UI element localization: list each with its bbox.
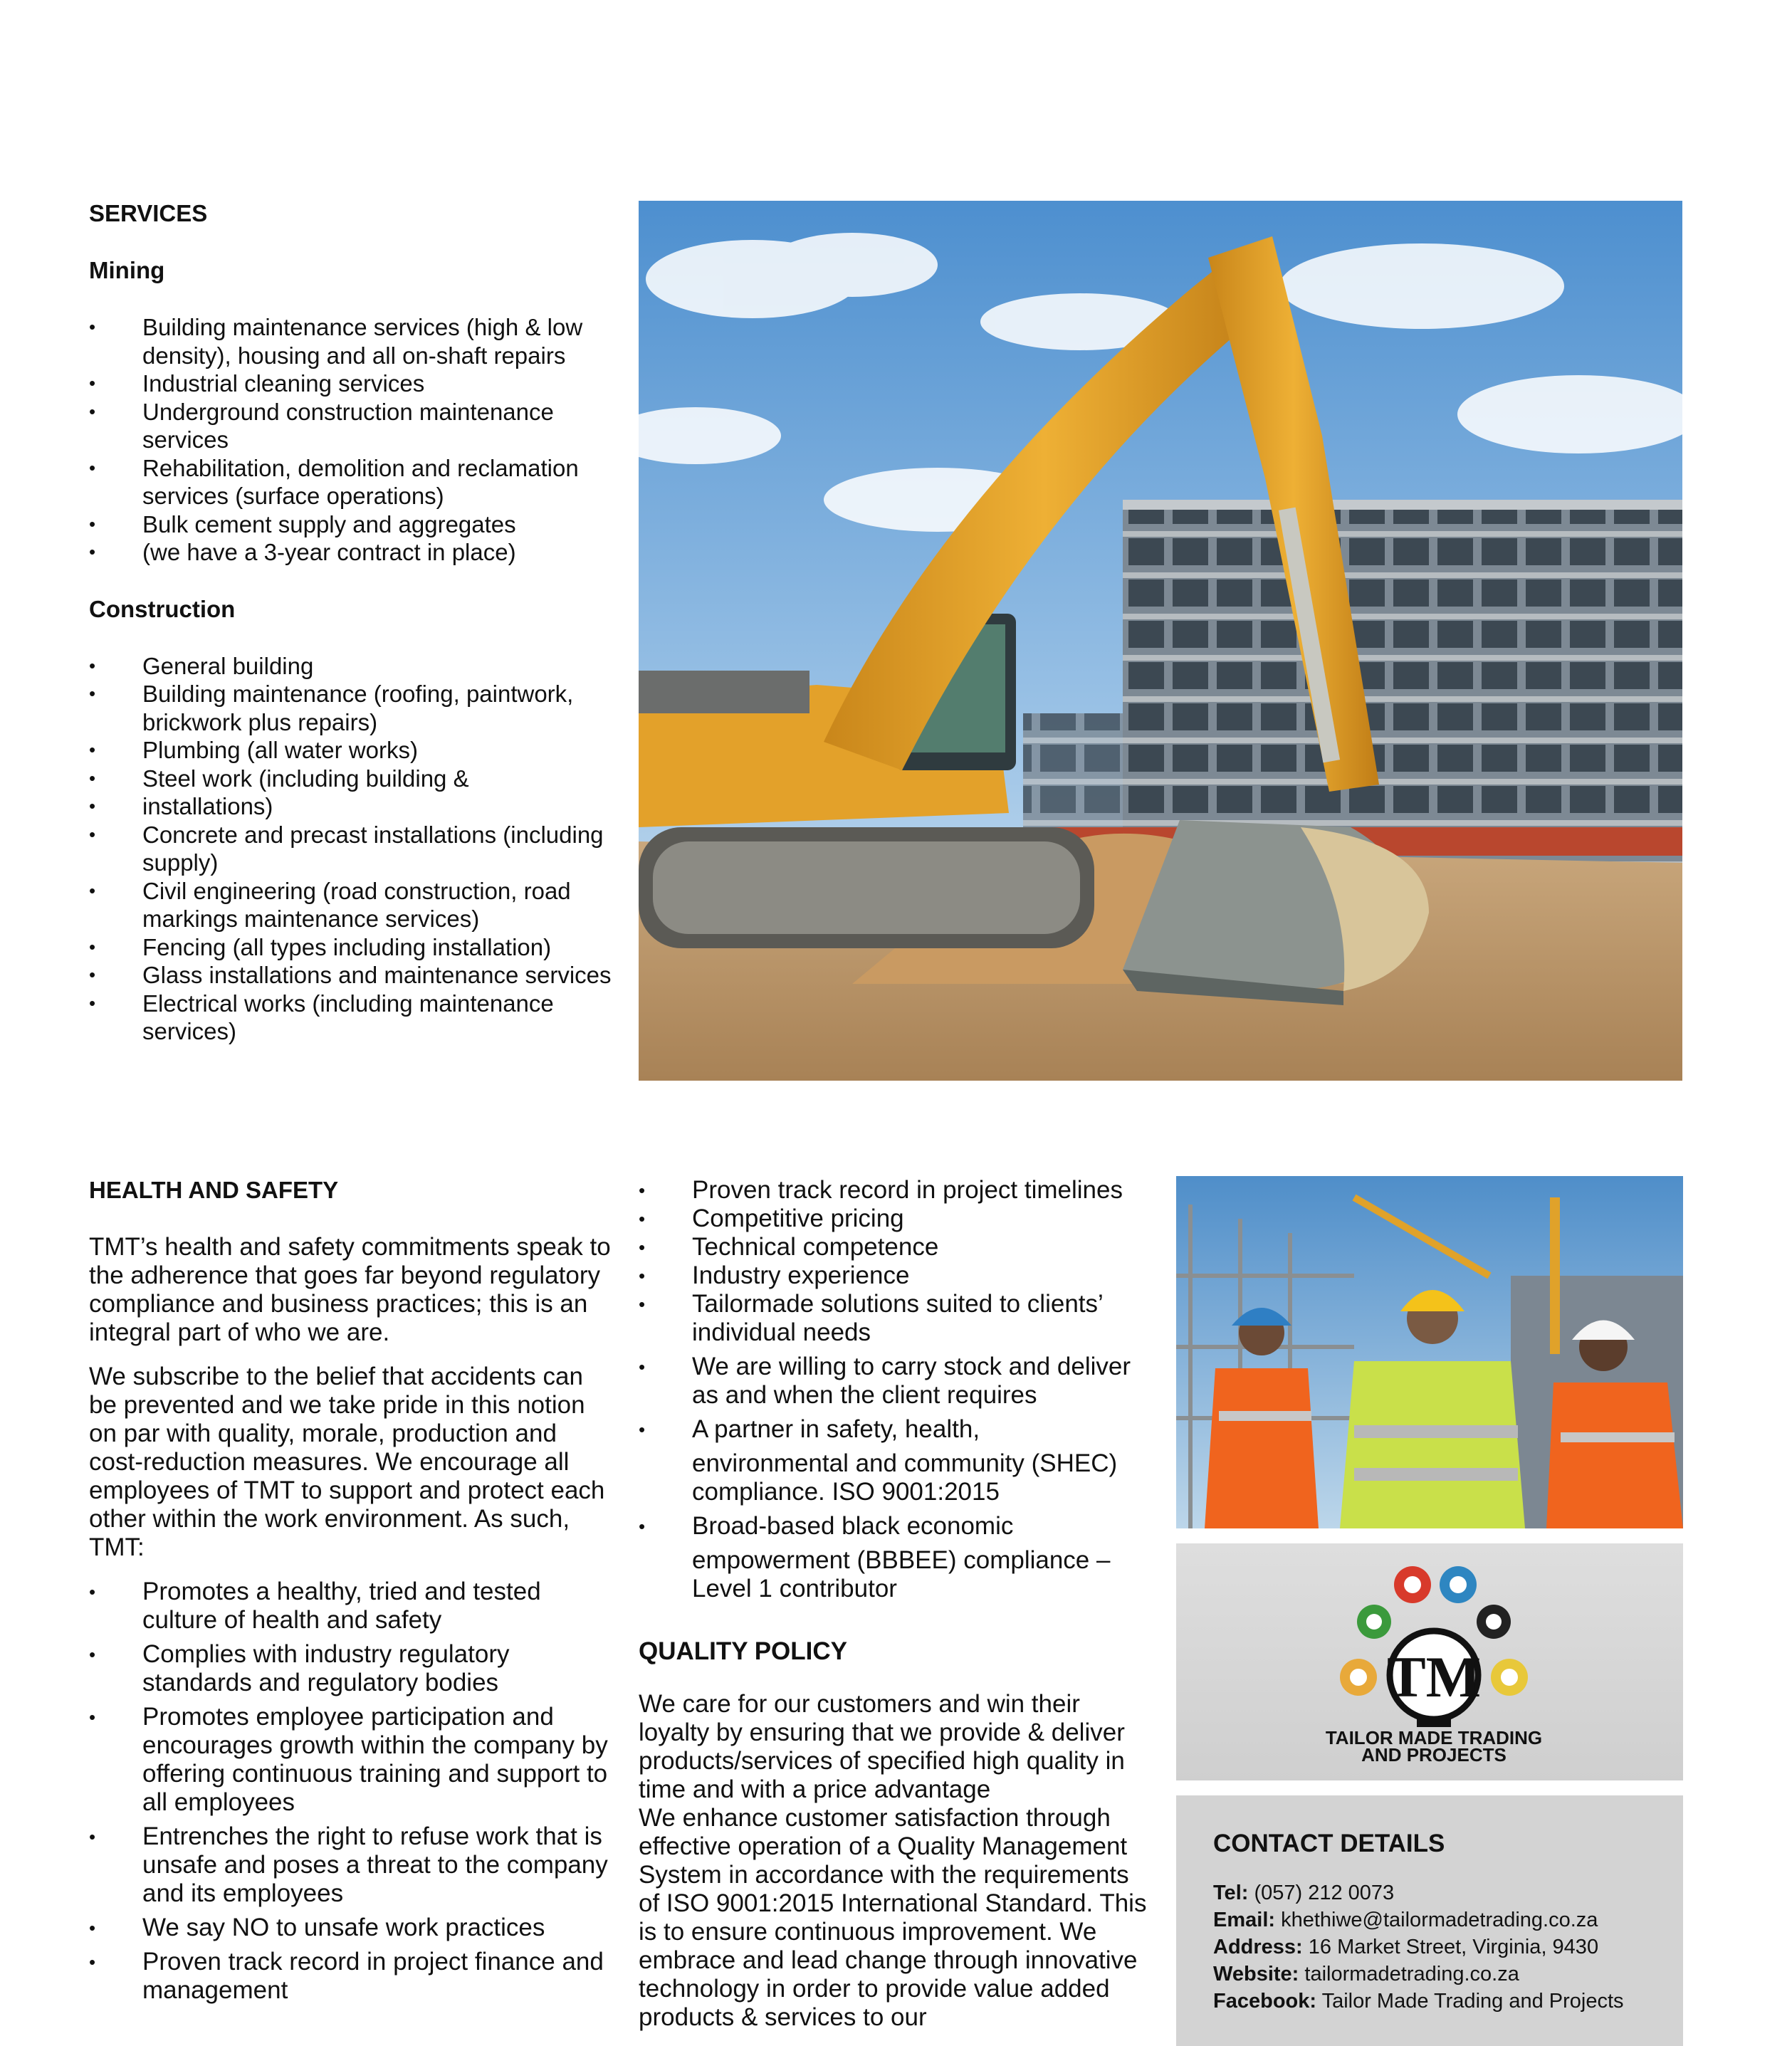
- contact-address-row: [1213, 1934, 1624, 1961]
- list-item: • Entrenches the right to refuse work that is unsafe and poses a threat to the company and its employees: [89, 1822, 616, 1908]
- bbbee-first-line: Broad-based black economic: [692, 1512, 1014, 1540]
- tel-value[interactable]: (057) 212 0073: [1254, 1882, 1395, 1904]
- workers-photo: [1176, 1176, 1683, 1528]
- list-item: • Proven track record in project finance and management: [89, 1948, 616, 2005]
- company-logo-panel: [1176, 1543, 1683, 1780]
- contact-email-row: [1213, 1906, 1624, 1934]
- construction-list: [89, 652, 616, 1046]
- list-item: • Industry experience: [639, 1261, 1151, 1290]
- list-item: • We say NO to unsafe work practices: [89, 1914, 616, 1942]
- quality-paragraph-1: We care for our customers and win their loyalty by ensuring that we provide & deliver products/services of specified high quality in time and with a price advantage: [639, 1690, 1125, 1803]
- contact-website-row: [1213, 1961, 1624, 1988]
- health-paragraph-2: We subscribe to the belief that accidents can be prevented and we take pride in this notion on par with quality, morale, production and cost-reduction measures. We encourage all employees of TMT to support and protect each other within the work environment. As such, TMT:: [89, 1363, 605, 1561]
- list-item: • General building: [89, 652, 616, 681]
- list-item: • Complies with industry regulatory standards and regulatory bodies: [89, 1640, 616, 1697]
- health-paragraph-1: TMT’s health and safety commitments speak to the adherence that goes far beyond regulatory compliance and business practices; this is an integral part of who we are.: [89, 1233, 611, 1346]
- bbbee-rest: empowerment (BBBEE) compliance – Level 1 contributor: [692, 1546, 1111, 1602]
- construction-heading: Construction: [89, 595, 236, 622]
- list-item: • Promotes a healthy, tried and tested culture of health and safety: [89, 1578, 616, 1635]
- facebook-link[interactable]: Tailor Made Trading and Projects: [1321, 1990, 1624, 2013]
- website-label: Website:: [1213, 1963, 1299, 1985]
- list-item-shec: [639, 1415, 1151, 1506]
- list-item: • Rehabilitation, demolition and reclamation services (surface operations): [89, 454, 616, 510]
- list-item: • Plumbing (all water works): [89, 736, 616, 765]
- email-label: Email:: [1213, 1909, 1276, 1931]
- list-item: • installations): [89, 792, 616, 821]
- shec-rest: environmental and community (SHEC) compliance. ISO 9001:2015: [692, 1449, 1118, 1506]
- mining-list: [89, 313, 616, 567]
- tel-label: Tel:: [1213, 1882, 1249, 1904]
- address-value: 16 Market Street, Virginia, 9430: [1308, 1936, 1599, 1958]
- list-item: • (we have a 3-year contract in place): [89, 538, 616, 567]
- list-item: • Glass installations and maintenance services: [89, 961, 616, 990]
- address-label: Address:: [1213, 1936, 1303, 1958]
- website-link[interactable]: tailormadetrading.co.za: [1304, 1963, 1519, 1985]
- email-link[interactable]: khethiwe@tailormadetrading.co.za: [1281, 1909, 1598, 1931]
- list-item: • Industrial cleaning services: [89, 369, 616, 398]
- services-title: SERVICES: [89, 200, 208, 226]
- logo-name-line2: AND PROJECTS: [1361, 1744, 1507, 1766]
- list-item: • Promotes employee participation and encourages growth within the company by offering continuous training and support to all employees: [89, 1703, 616, 1817]
- strengths-quality-section: [639, 1176, 1151, 2032]
- strengths-list: [639, 1176, 1151, 1603]
- list-item: • Building maintenance (roofing, paintwork, brickwork plus repairs): [89, 680, 616, 736]
- logo-monogram: TM: [1386, 1644, 1482, 1709]
- list-item: • Competitive pricing: [639, 1205, 1151, 1233]
- quality-paragraph-2: We enhance customer satisfaction through effective operation of a Quality Management System in accordance with the requirements of ISO 9001:2015 International Standard. This is to ensure continuous improvement. We embrace and lead change through innovative technology in order to provide value added products & services to our: [639, 1804, 1147, 2031]
- services-section: [89, 199, 616, 1046]
- contact-facebook-row: [1213, 1988, 1624, 2015]
- quality-policy-title: QUALITY POLICY: [639, 1637, 847, 1665]
- excavator-photo: [639, 201, 1682, 1081]
- facebook-label: Facebook:: [1213, 1990, 1317, 2013]
- logo-name-line1: TAILOR MADE TRADING: [1325, 1727, 1543, 1748]
- health-list: [89, 1578, 616, 2005]
- list-item: • Tailormade solutions suited to clients’ individual needs: [639, 1290, 1151, 1347]
- list-item: • Concrete and precast installations (including supply): [89, 821, 616, 877]
- contact-tel-row: [1213, 1879, 1624, 1906]
- shec-first-line: A partner in safety, health,: [692, 1415, 980, 1443]
- list-item-bbbee: [639, 1512, 1151, 1603]
- list-item: • Underground construction maintenance services: [89, 398, 616, 454]
- list-item: • Proven track record in project timelines: [639, 1176, 1151, 1205]
- list-item: • We are willing to carry stock and deliver as and when the client requires: [639, 1353, 1151, 1410]
- contact-title: CONTACT DETAILS: [1213, 1830, 1445, 1857]
- list-item: • Technical competence: [639, 1233, 1151, 1261]
- list-item: • Fencing (all types including installation): [89, 933, 616, 962]
- list-item: • Civil engineering (road construction, road markings maintenance services): [89, 877, 616, 933]
- list-item: • Building maintenance services (high & low density), housing and all on-shaft repairs: [89, 313, 616, 369]
- mining-heading: Mining: [89, 257, 165, 283]
- health-safety-title: HEALTH AND SAFETY: [89, 1177, 339, 1203]
- list-item: • Bulk cement supply and aggregates: [89, 510, 616, 539]
- list-item: • Steel work (including building &: [89, 765, 616, 793]
- list-item: • Electrical works (including maintenance services): [89, 990, 616, 1046]
- company-logo: [1176, 1543, 1683, 1780]
- contact-details-panel: [1176, 1795, 1683, 2046]
- contact-rows: [1213, 1879, 1624, 2015]
- health-safety-section: [89, 1176, 616, 2010]
